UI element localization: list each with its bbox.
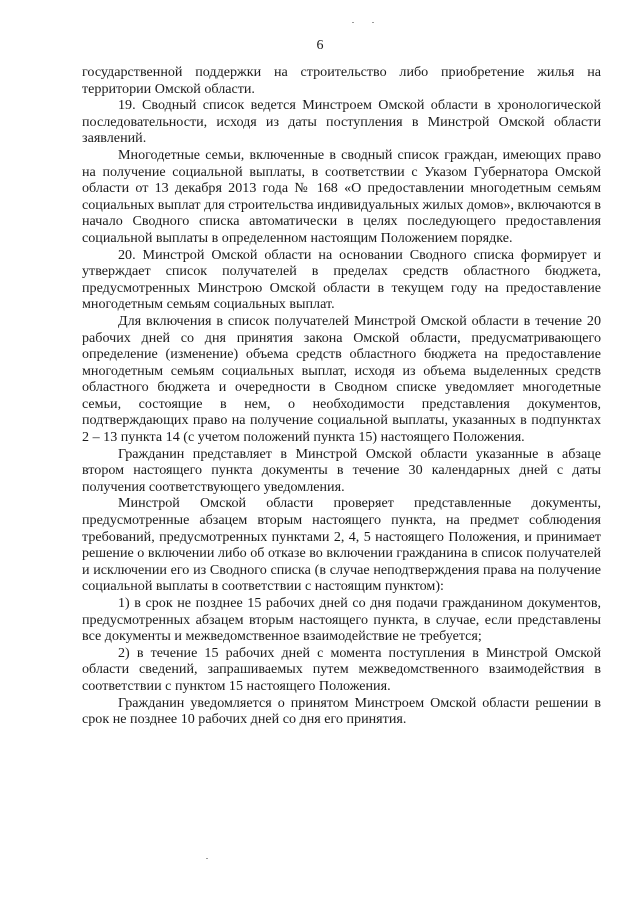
paragraph-notification: Гражданин уведомляется о принятом Минстроем Омской области решении в срок не позднее 10 рабочих дней со дня его принятия. (82, 694, 601, 728)
scan-speck (206, 858, 208, 859)
page-number: 6 (316, 38, 324, 53)
list-item-2: 2) в течение 15 рабочих дней с момента поступления в Минстрой Омской области сведений, запрашиваемых путем межведомственного взаимодействия в соответствии с пунктом 15 настоящего Положения. (82, 644, 601, 694)
paragraph-citizen-submits: Гражданин представляет в Минстрой Омской области указанные в абзаце втором настоящего пункта документы в течение 30 календарных дней с даты получения соответствующего уведомления. (82, 445, 601, 495)
paragraph-item-19: 19. Сводный список ведется Минстроем Омской области в хронологической последовательности, исходя из даты поступления в Минстрой Омской области заявлений. (82, 97, 601, 147)
paragraph-item-20: 20. Минстрой Омской области на основании Сводного списка формирует и утверждает список получателей в пределах средств областного бюджета, предусмотренных Минстрою Омской области в текущем году на предоставление многодетным семьям социальных выплат. (82, 246, 601, 313)
scan-speck (372, 22, 374, 23)
paragraph-verification: Минстрой Омской области проверяет представленные документы, предусмотренные абзацем вторым настоящего пункта, на предмет соблюдения требований, предусмотренных пунктами 2, 4, 5 настоящего Положения, и принимает решение о включении либо об отказе во включении гражданина в список получателей и исключении его из Сводного списка (в случае неподтверждения права на получение социальной выплаты в соответствии с настоящим пунктом): (82, 495, 601, 595)
paragraph-inclusion: Для включения в список получателей Минстрой Омской области в течение 20 рабочих дней со дня принятия закона Омской области, предусматривающего определение (изменение) объема средств областного бюджета на предоставление многодетным семьям социальных выплат, исходя из объема выделенных средств областного бюджета и очередности в Сводном списке уведомляет многодетные семьи, состоящие в нем, о необходимости представления документов, подтверждающих право на получение социальной выплаты, указанных в подпунктах 2 – 13 пункта 14 (с учетом положений пункта 15) настоящего Положения. (82, 312, 601, 446)
document-body (82, 64, 601, 728)
paragraph-large-families: Многодетные семьи, включенные в сводный список граждан, имеющих право на получение социальной выплаты, в соответствии с Указом Губернатора Омской области от 13 декабря 2013 года № 168 «О предоставлении многодетным семьям социальных выплат для строительства индивидуальных жилых домов», включаются в начало Сводного списка автоматически в целях последующего предоставления социальной выплаты в определенном настоящим Положением порядке. (82, 146, 601, 246)
scan-speck (352, 22, 354, 23)
list-item-1: 1) в срок не позднее 15 рабочих дней со дня подачи гражданином документов, предусмотренных абзацем вторым настоящего пункта, в случае, если представлены все документы и межведомственное взаимодействие не требуется; (82, 595, 601, 645)
paragraph-continuation: государственной поддержки на строительство либо приобретение жилья на территории Омской области. (82, 64, 601, 97)
